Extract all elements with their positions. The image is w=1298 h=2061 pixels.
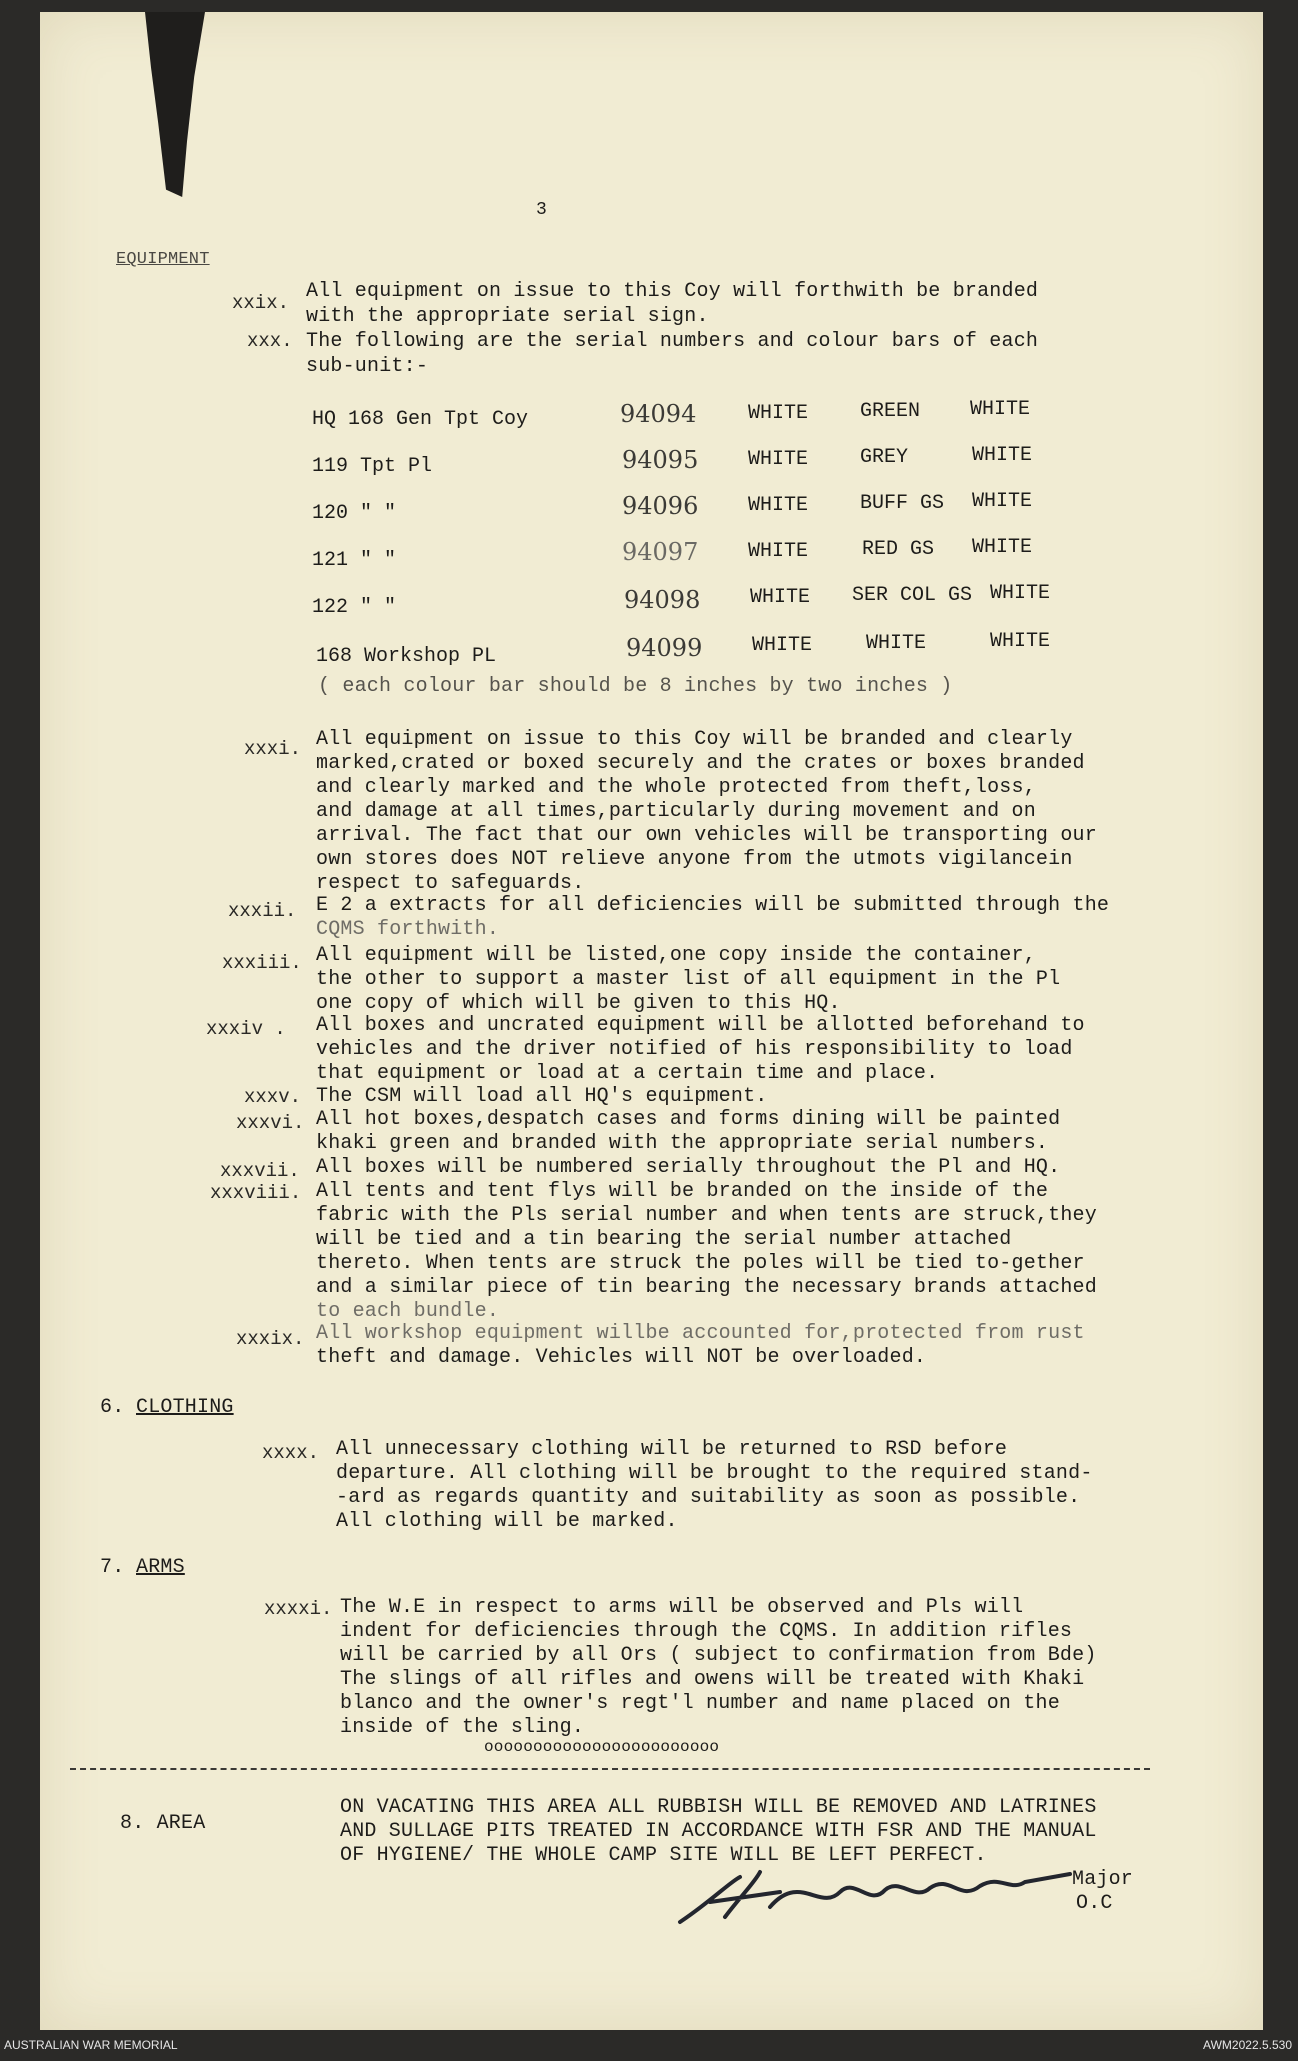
- item-line: and a similar piece of tin bearing the necessary brands attached: [316, 1276, 1097, 1299]
- unit-name: 119 Tpt Pl: [312, 455, 433, 478]
- item-number: xxxi.: [244, 738, 302, 760]
- table-note: ( each colour bar should be 8 inches by two inches ): [318, 675, 953, 698]
- unit-name: 168 Workshop PL: [316, 645, 497, 668]
- unit-name: 122 " ": [312, 596, 397, 619]
- item-line: fabric with the Pls serial number and when tents are struck,they: [316, 1204, 1097, 1227]
- item-line: arrival. The fact that our own vehicles will be transporting our: [316, 824, 1097, 847]
- item-line: marked,crated or boxed securely and the crates or boxes branded: [316, 752, 1085, 775]
- section-number: 7.: [100, 1556, 125, 1579]
- item-line: All equipment on issue to this Coy will forthwith be branded: [306, 280, 1039, 303]
- item-number: xxxviii.: [210, 1182, 302, 1204]
- colour-bar-left: WHITE: [748, 540, 809, 563]
- item-line: and damage at all times,particularly during movement and on: [316, 800, 1036, 823]
- colour-bar-right: WHITE: [970, 398, 1031, 421]
- item-line: The slings of all rifles and owens will be treated with Khaki: [340, 1668, 1085, 1691]
- signature-rank: Major: [1072, 1868, 1134, 1891]
- item-number: xxxiv .: [206, 1018, 286, 1040]
- item-line: All workshop equipment willbe accounted for,protected from rust: [316, 1322, 1085, 1345]
- colour-bar-middle: RED GS: [862, 538, 935, 561]
- signature-title: O.C: [1076, 1892, 1113, 1915]
- item-number: xxxv.: [244, 1086, 302, 1108]
- item-line: -ard as regards quantity and suitability as soon as possible.: [336, 1486, 1081, 1509]
- colour-bar-left: WHITE: [748, 402, 809, 425]
- section-heading-equipment: EQUIPMENT: [116, 250, 210, 269]
- colour-bar-left: WHITE: [748, 448, 809, 471]
- item-line: respect to safeguards.: [316, 872, 585, 895]
- item-line: khaki green and branded with the appropriate serial numbers.: [316, 1132, 1049, 1155]
- serial-number: 94096: [622, 492, 699, 520]
- item-line: All equipment will be listed,one copy inside the container,: [316, 944, 1036, 967]
- colour-bar-left: WHITE: [748, 494, 809, 517]
- colour-bar-right: WHITE: [972, 490, 1033, 513]
- serial-number: 94099: [626, 634, 703, 662]
- unit-name: 121 " ": [312, 549, 397, 572]
- item-line: All clothing will be marked.: [336, 1510, 678, 1533]
- item-number: xxxii.: [228, 900, 297, 922]
- item-line: with the appropriate serial sign.: [306, 305, 709, 328]
- item-line: and clearly marked and the whole protected from theft,loss,: [316, 776, 1036, 799]
- unit-name: HQ 168 Gen Tpt Coy: [312, 408, 529, 431]
- area-line: OF HYGIENE/ THE WHOLE CAMP SITE WILL BE LEFT PERFECT.: [340, 1844, 987, 1867]
- item-line: All hot boxes,despatch cases and forms dining will be painted: [316, 1108, 1061, 1131]
- item-line: thereto. When tents are struck the poles will be tied to-gether: [316, 1252, 1085, 1275]
- colour-bar-middle: GREY: [860, 446, 909, 469]
- item-line: inside of the sling.: [340, 1716, 585, 1739]
- serial-number: 94094: [620, 400, 697, 428]
- colour-bar-middle: GREEN: [860, 400, 921, 423]
- serial-number: 94097: [622, 538, 699, 566]
- colour-bar-middle: WHITE: [866, 632, 927, 655]
- item-line: theft and damage. Vehicles will NOT be overloaded.: [316, 1346, 927, 1369]
- item-number: xxxix.: [236, 1328, 305, 1350]
- signature-image: [670, 1862, 1090, 1942]
- item-line: The following are the serial numbers and colour bars of each: [306, 330, 1039, 353]
- item-number: xxxiii.: [222, 952, 302, 974]
- item-number: xxxvii.: [220, 1160, 300, 1182]
- item-line: The W.E in respect to arms will be observed and Pls will: [340, 1596, 1024, 1619]
- item-line: indent for deficiencies through the CQMS. In addition rifles: [340, 1620, 1073, 1643]
- item-line: to each bundle.: [316, 1300, 500, 1323]
- area-line: ON VACATING THIS AREA ALL RUBBISH WILL BE REMOVED AND LATRINES: [340, 1796, 1097, 1819]
- item-line: All boxes will be numbered serially throughout the Pl and HQ.: [316, 1156, 1061, 1179]
- item-line: one copy of which will be given to this HQ.: [316, 992, 841, 1015]
- colour-bar-right: WHITE: [990, 630, 1051, 653]
- item-line: The CSM will load all HQ's equipment.: [316, 1085, 768, 1108]
- item-number: xxx.: [247, 330, 293, 352]
- item-line: All equipment on issue to this Coy will be branded and clearly: [316, 728, 1073, 751]
- colour-bar-right: WHITE: [972, 536, 1033, 559]
- colour-bar-middle: SER COL GS: [852, 584, 973, 607]
- item-line: CQMS forthwith.: [316, 918, 500, 941]
- item-line: All boxes and uncrated equipment will be allotted beforehand to: [316, 1014, 1085, 1037]
- item-line: will be carried by all Ors ( subject to confirmation from Bde): [340, 1644, 1097, 1667]
- unit-name: 120 " ": [312, 502, 397, 525]
- colour-bar-right: WHITE: [990, 582, 1051, 605]
- item-number: xxxxi.: [264, 1598, 333, 1620]
- colour-bar-left: WHITE: [750, 586, 811, 609]
- item-line: departure. All clothing will be brought to the required stand-: [336, 1462, 1093, 1485]
- item-line: the other to support a master list of all equipment in the Pl: [316, 968, 1061, 991]
- serial-number: 94098: [624, 586, 701, 614]
- section-heading-clothing: CLOTHING: [136, 1396, 234, 1419]
- serial-number: 94095: [622, 446, 699, 474]
- divider: [70, 1768, 1150, 1770]
- colour-bar-left: WHITE: [752, 634, 813, 657]
- footer-credit: AUSTRALIAN WAR MEMORIAL: [4, 2038, 178, 2052]
- section-heading-area: 8. AREA: [120, 1812, 206, 1835]
- page-number: 3: [536, 200, 548, 220]
- item-number: xxxvi.: [236, 1112, 305, 1134]
- item-line: E 2 a extracts for all deficiencies will be submitted through the: [316, 894, 1110, 917]
- footer-accession: AWM2022.5.530: [1203, 2038, 1292, 2052]
- item-line: All tents and tent flys will be branded on the inside of the: [316, 1180, 1049, 1203]
- colour-bar-right: WHITE: [972, 444, 1033, 467]
- item-line: that equipment or load at a certain time and place.: [316, 1062, 939, 1085]
- item-line: own stores does NOT relieve anyone from the utmots vigilancein: [316, 848, 1073, 871]
- colour-bar-middle: BUFF GS: [860, 492, 945, 515]
- end-mark: oooooooooooooooooooooooo: [484, 1738, 720, 1756]
- section-number: 6.: [100, 1396, 125, 1419]
- item-number: xxxx.: [262, 1442, 320, 1464]
- item-line: sub-unit:-: [306, 355, 429, 378]
- item-line: All unnecessary clothing will be returned to RSD before: [336, 1438, 1008, 1461]
- area-line: AND SULLAGE PITS TREATED IN ACCORDANCE WITH FSR AND THE MANUAL: [340, 1820, 1097, 1843]
- item-number: xxix.: [232, 292, 290, 314]
- item-line: blanco and the owner's regt'l number and name placed on the: [340, 1692, 1060, 1715]
- item-line: will be tied and a tin bearing the serial number attached: [316, 1228, 1012, 1251]
- item-line: vehicles and the driver notified of his responsibility to load: [316, 1038, 1073, 1061]
- section-heading-arms: ARMS: [136, 1556, 185, 1579]
